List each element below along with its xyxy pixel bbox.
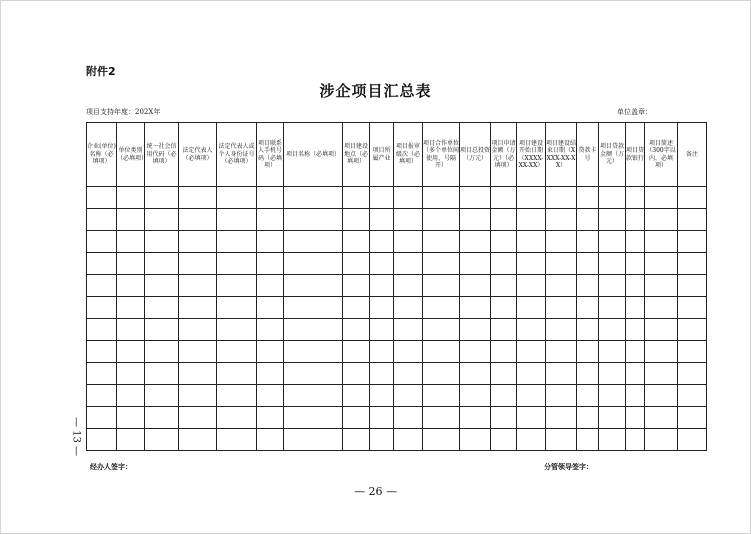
table-cell [517, 297, 546, 319]
table-cell [117, 297, 145, 319]
table-cell [145, 407, 179, 429]
table-cell [577, 297, 599, 319]
table-cell [87, 385, 117, 407]
table-cell [423, 231, 460, 253]
table-cell [645, 253, 678, 275]
table-cell [645, 407, 678, 429]
table-cell [217, 209, 257, 231]
table-cell [145, 253, 179, 275]
table-cell [145, 209, 179, 231]
table-cell [394, 187, 423, 209]
table-cell [179, 187, 217, 209]
table-cell [645, 209, 678, 231]
table-cell [370, 341, 394, 363]
table-cell [370, 253, 394, 275]
table-cell [257, 429, 284, 451]
table-cell [645, 231, 678, 253]
table-cell [370, 187, 394, 209]
column-header: 法定代表人或个人身份证号（必填项） [217, 123, 257, 187]
table-cell [217, 363, 257, 385]
table-cell [394, 429, 423, 451]
table-cell [257, 209, 284, 231]
table-cell [491, 297, 517, 319]
table-cell [460, 407, 491, 429]
table-cell [343, 187, 370, 209]
column-header: 备注 [678, 123, 707, 187]
table-cell [599, 319, 626, 341]
column-header: 项目报审级次（必填项） [394, 123, 423, 187]
table-cell [284, 319, 343, 341]
table-cell [284, 275, 343, 297]
table-cell [577, 429, 599, 451]
table-cell [626, 407, 645, 429]
table-cell [626, 429, 645, 451]
table-cell [460, 385, 491, 407]
table-cell [370, 209, 394, 231]
table-cell [87, 297, 117, 319]
page-number: — 26 — [354, 485, 397, 498]
table-cell [645, 341, 678, 363]
table-row [87, 385, 707, 407]
table-cell [577, 341, 599, 363]
table-cell [626, 231, 645, 253]
table-cell [517, 275, 546, 297]
table-cell [460, 187, 491, 209]
table-row [87, 209, 707, 231]
table-cell [257, 363, 284, 385]
table-cell [284, 363, 343, 385]
table-cell [370, 231, 394, 253]
table-cell [460, 341, 491, 363]
table-cell [460, 319, 491, 341]
table-cell [87, 275, 117, 297]
table-cell [577, 319, 599, 341]
table-cell [217, 385, 257, 407]
table-cell [599, 275, 626, 297]
table-cell [284, 231, 343, 253]
table-cell [87, 429, 117, 451]
table-cell [546, 363, 577, 385]
table-cell [117, 319, 145, 341]
table-cell [491, 187, 517, 209]
table-cell [546, 407, 577, 429]
table-cell [678, 209, 707, 231]
table-cell [546, 231, 577, 253]
table-cell [257, 187, 284, 209]
table-cell [343, 341, 370, 363]
table-cell [423, 209, 460, 231]
table-cell [517, 385, 546, 407]
column-header: 法定代表人（必填项） [179, 123, 217, 187]
table-cell [145, 385, 179, 407]
table-row [87, 187, 707, 209]
table-cell [678, 319, 707, 341]
table-cell [423, 319, 460, 341]
table-cell [217, 253, 257, 275]
table-cell [87, 407, 117, 429]
table-cell [257, 385, 284, 407]
table-cell [343, 363, 370, 385]
table-cell [117, 231, 145, 253]
table-cell [217, 231, 257, 253]
table-cell [117, 407, 145, 429]
table-cell [626, 275, 645, 297]
table-cell [284, 209, 343, 231]
table-cell [577, 407, 599, 429]
table-cell [343, 231, 370, 253]
table-cell [645, 429, 678, 451]
table-cell [626, 253, 645, 275]
table-cell [394, 407, 423, 429]
table-cell [217, 297, 257, 319]
table-cell [645, 275, 678, 297]
table-cell [145, 429, 179, 451]
table-cell [645, 187, 678, 209]
table-row [87, 363, 707, 385]
column-header: 项目贷款金额（万元） [599, 123, 626, 187]
column-header: 贷款卡号 [577, 123, 599, 187]
table-cell [217, 187, 257, 209]
table-cell [217, 429, 257, 451]
support-year: 项目支持年度：202X年 [86, 108, 161, 116]
summary-table [86, 122, 707, 451]
table-cell [343, 297, 370, 319]
table-cell [117, 253, 145, 275]
table-cell [423, 187, 460, 209]
table-cell [577, 187, 599, 209]
column-header: 统一社会信用代码（必填项） [145, 123, 179, 187]
table-cell [599, 297, 626, 319]
table-cell [370, 385, 394, 407]
table-cell [517, 429, 546, 451]
table-cell [343, 209, 370, 231]
table-cell [423, 363, 460, 385]
table-cell [491, 275, 517, 297]
table-cell [678, 275, 707, 297]
table-cell [179, 363, 217, 385]
table-cell [491, 319, 517, 341]
table-cell [577, 253, 599, 275]
table-cell [370, 297, 394, 319]
table-cell [517, 341, 546, 363]
table-cell [284, 429, 343, 451]
column-header: 项目建设开始日期（XXXX-XX-XX） [517, 123, 546, 187]
table-cell [145, 297, 179, 319]
table-cell [678, 429, 707, 451]
table-cell [599, 187, 626, 209]
unit-seal-label: 单位盖章： [617, 108, 652, 116]
table-row [87, 429, 707, 451]
table-cell [179, 385, 217, 407]
table-row [87, 231, 707, 253]
table-cell [645, 363, 678, 385]
table-cell [117, 209, 145, 231]
table-cell [145, 275, 179, 297]
table-cell [599, 341, 626, 363]
table-cell [491, 341, 517, 363]
table-cell [577, 363, 599, 385]
table-cell [343, 275, 370, 297]
table-cell [599, 209, 626, 231]
table-cell [284, 341, 343, 363]
table-cell [517, 363, 546, 385]
table-cell [546, 187, 577, 209]
table-cell [179, 407, 217, 429]
table-cell [599, 385, 626, 407]
table-cell [491, 253, 517, 275]
table-cell [626, 385, 645, 407]
table-cell [284, 385, 343, 407]
table-cell [678, 407, 707, 429]
table-cell [517, 187, 546, 209]
table-cell [117, 187, 145, 209]
table-cell [257, 231, 284, 253]
table-cell [678, 341, 707, 363]
table-cell [599, 429, 626, 451]
table-cell [87, 319, 117, 341]
table-cell [394, 319, 423, 341]
table-cell [257, 253, 284, 275]
table-cell [217, 319, 257, 341]
table-cell [87, 187, 117, 209]
table-cell [599, 363, 626, 385]
table-cell [394, 231, 423, 253]
table-cell [423, 385, 460, 407]
table-body [87, 187, 707, 451]
table-cell [217, 275, 257, 297]
table-cell [145, 187, 179, 209]
table-cell [423, 297, 460, 319]
column-header: 项目联系人手机号码（必填项） [257, 123, 284, 187]
table-cell [217, 407, 257, 429]
table-cell [257, 319, 284, 341]
table-cell [626, 209, 645, 231]
table-cell [284, 407, 343, 429]
table-cell [645, 297, 678, 319]
table-cell [257, 407, 284, 429]
table-cell [546, 319, 577, 341]
table-cell [284, 297, 343, 319]
column-header: 项目贷款银行 [626, 123, 645, 187]
table-cell [460, 297, 491, 319]
table-cell [257, 275, 284, 297]
table-cell [370, 275, 394, 297]
column-header: 项目名称（必填项） [284, 123, 343, 187]
table-cell [145, 363, 179, 385]
table-cell [87, 253, 117, 275]
table-cell [394, 275, 423, 297]
table-cell [577, 385, 599, 407]
table-cell [179, 209, 217, 231]
table-cell [599, 407, 626, 429]
table-cell [394, 297, 423, 319]
table-cell [517, 319, 546, 341]
table-cell [423, 429, 460, 451]
table-cell [460, 253, 491, 275]
table-cell [460, 209, 491, 231]
table-cell [599, 253, 626, 275]
table-row [87, 319, 707, 341]
table-cell [370, 319, 394, 341]
table-cell [117, 385, 145, 407]
table-cell [117, 429, 145, 451]
table-cell [145, 319, 179, 341]
table-cell [145, 231, 179, 253]
table-cell [179, 341, 217, 363]
table-cell [491, 407, 517, 429]
table-cell [517, 407, 546, 429]
table-cell [343, 407, 370, 429]
table-cell [370, 363, 394, 385]
table-cell [460, 231, 491, 253]
table-cell [546, 275, 577, 297]
table-cell [626, 341, 645, 363]
column-header: 企业(单位)名称（必填项） [87, 123, 117, 187]
table-cell [546, 341, 577, 363]
table-cell [678, 231, 707, 253]
table-cell [343, 253, 370, 275]
annex-label: 附件2 [86, 65, 116, 78]
table-cell [546, 297, 577, 319]
table-cell [179, 275, 217, 297]
table-cell [517, 253, 546, 275]
table-cell [179, 231, 217, 253]
table-cell [517, 231, 546, 253]
table-row [87, 275, 707, 297]
table-cell [678, 187, 707, 209]
table-cell [678, 253, 707, 275]
table-row [87, 297, 707, 319]
table-cell [491, 209, 517, 231]
column-header: 项目建设地点（必填项） [343, 123, 370, 187]
table-cell [423, 275, 460, 297]
table-cell [117, 341, 145, 363]
table-cell [423, 341, 460, 363]
table-cell [626, 319, 645, 341]
table-cell [257, 341, 284, 363]
table-cell [87, 341, 117, 363]
table-row [87, 341, 707, 363]
table-cell [460, 363, 491, 385]
table-cell [678, 363, 707, 385]
table-cell [394, 363, 423, 385]
table-cell [343, 429, 370, 451]
table-cell [343, 319, 370, 341]
table-row [87, 407, 707, 429]
column-header: 项目总投资（万元） [460, 123, 491, 187]
table-cell [394, 209, 423, 231]
table-cell [491, 231, 517, 253]
table-cell [599, 231, 626, 253]
table-cell [678, 297, 707, 319]
table-cell [577, 209, 599, 231]
table-cell [546, 385, 577, 407]
table-cell [179, 253, 217, 275]
table-cell [394, 385, 423, 407]
table-cell [460, 429, 491, 451]
table-cell [423, 407, 460, 429]
table-cell [87, 363, 117, 385]
table-cell [117, 363, 145, 385]
table-cell [217, 341, 257, 363]
table-row [87, 253, 707, 275]
table-cell [145, 341, 179, 363]
table-cell [491, 385, 517, 407]
table-cell [179, 297, 217, 319]
table-cell [626, 297, 645, 319]
column-header: 项目建设结束日期（XXXX-XX-XX） [546, 123, 577, 187]
column-header: 项目申请金额（万元）（必填项） [491, 123, 517, 187]
table-cell [546, 209, 577, 231]
table-cell [678, 385, 707, 407]
column-header: 项目合作单位（多个单位间使用、号隔开） [423, 123, 460, 187]
table-cell [423, 253, 460, 275]
table-cell [87, 231, 117, 253]
table-cell [394, 341, 423, 363]
table-cell [577, 275, 599, 297]
header-row [87, 123, 707, 187]
handler-signature-label: 经办人签字： [90, 463, 132, 471]
table-cell [491, 363, 517, 385]
column-header: 项目所属产业 [370, 123, 394, 187]
table-cell [626, 187, 645, 209]
table-cell [370, 407, 394, 429]
table-cell [284, 187, 343, 209]
page-title: 涉企项目汇总表 [319, 82, 432, 100]
table-cell [179, 429, 217, 451]
table-cell [394, 253, 423, 275]
table-cell [257, 297, 284, 319]
table-cell [577, 231, 599, 253]
side-page-number: — 13 — [70, 416, 82, 457]
table-cell [117, 275, 145, 297]
table-cell [546, 429, 577, 451]
table-cell [546, 253, 577, 275]
table-cell [517, 209, 546, 231]
table-cell [343, 385, 370, 407]
table-cell [284, 253, 343, 275]
column-header: 单位类别（必填项） [117, 123, 145, 187]
table-cell [87, 209, 117, 231]
table-cell [491, 429, 517, 451]
table-cell [645, 385, 678, 407]
table-cell [370, 429, 394, 451]
table-cell [645, 319, 678, 341]
column-header: 项目简述（300字以内，必填项） [645, 123, 678, 187]
table-cell [626, 363, 645, 385]
table-cell [460, 275, 491, 297]
leader-signature-label: 分管领导签字： [544, 463, 593, 471]
table-cell [179, 319, 217, 341]
